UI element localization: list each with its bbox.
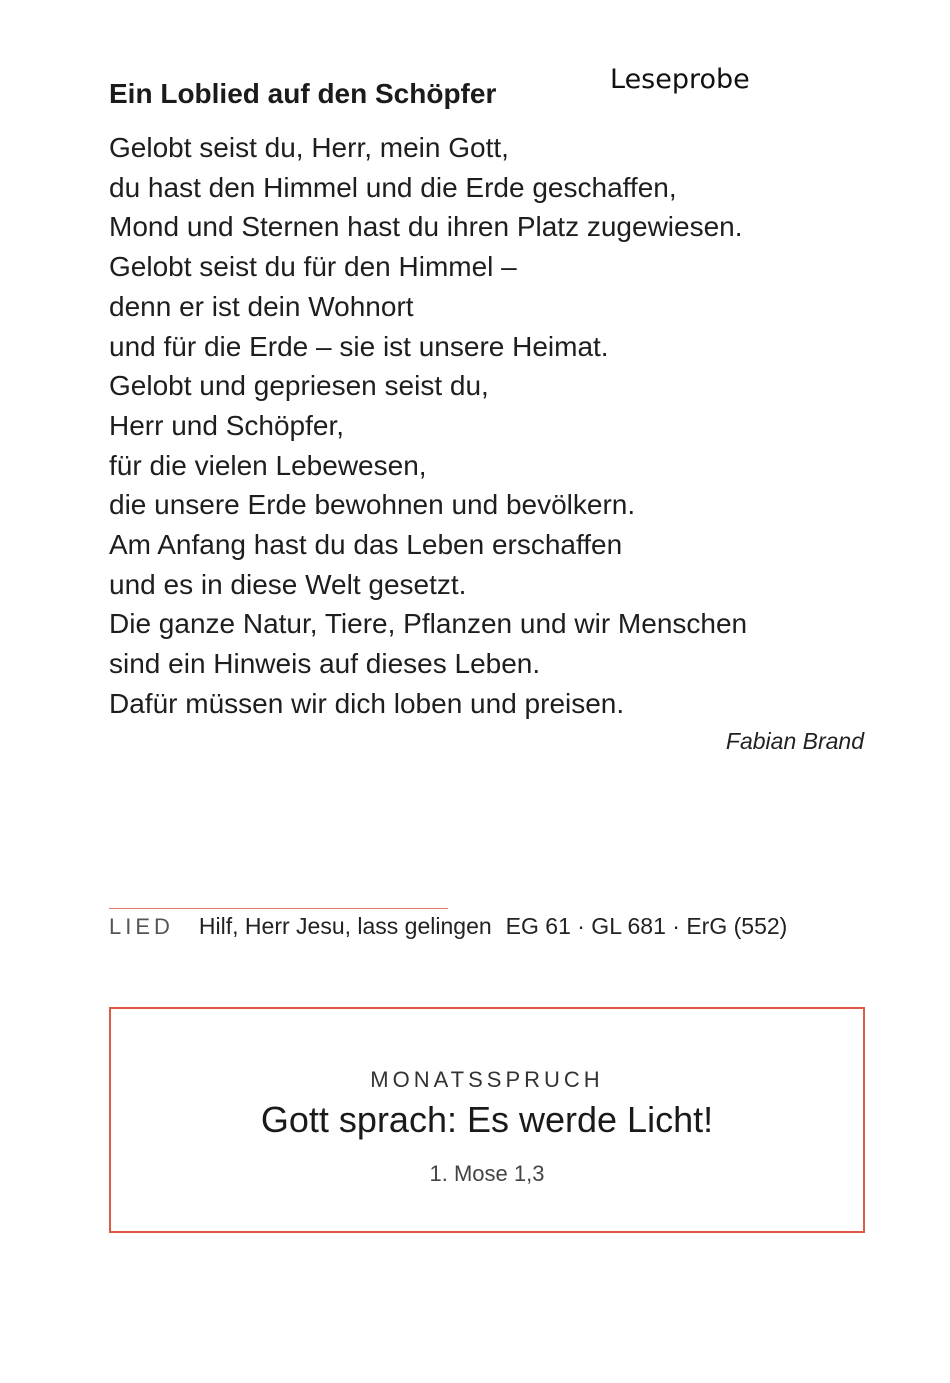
monatsspruch-box <box>109 1007 865 1233</box>
poem-title: Ein Loblied auf den Schöpfer <box>109 78 497 109</box>
lied-song-title: Hilf, Herr Jesu, lass gelingen <box>198 913 492 939</box>
poem-line: Am Anfang hast du das Leben erschaffen <box>109 529 623 561</box>
poem-line: Gelobt seist du, Herr, mein Gott, <box>109 132 509 163</box>
lied-hymnal-refs: EG 61 · GL 681 · ErG (552) <box>505 913 788 939</box>
lied-label: LIED <box>109 914 174 939</box>
poem-line: die unsere Erde bewohnen und bevölkern. <box>109 489 636 521</box>
poem-line: Die ganze Natur, Tiere, Pflanzen und wir Menschen <box>109 608 748 640</box>
monatsspruch-label: MONATSSPRUCH <box>370 1067 604 1092</box>
poem-line: Gelobt seist du für den Himmel – <box>109 251 517 283</box>
monatsspruch-quote: Gott sprach: Es werde Licht! <box>260 1099 714 1140</box>
poem-line: denn er ist dein Wohnort <box>109 290 414 322</box>
monatsspruch-reference: 1. Mose 1,3 <box>429 1161 545 1186</box>
lied-row <box>109 913 787 940</box>
watermark-leseprobe: Leseprobe <box>610 64 750 95</box>
poem-line: für die vielen Lebewesen, <box>109 449 427 481</box>
poem-line: du hast den Himmel und die Erde geschaffen, <box>109 171 677 203</box>
poem-line: und es in diese Welt gesetzt. <box>109 568 467 600</box>
poem-line: und für die Erde – sie ist unsere Heimat. <box>109 330 609 362</box>
poem-line: sind ein Hinweis auf dieses Leben. <box>109 648 541 680</box>
poem-line: Dafür müssen wir dich loben und preisen. <box>109 687 625 719</box>
poem-author: Fabian Brand <box>725 728 864 754</box>
poem-line: Gelobt und gepriesen seist du, <box>109 370 489 402</box>
section-divider <box>109 908 448 909</box>
poem-body <box>109 128 747 724</box>
poem-line: Herr und Schöpfer, <box>109 409 345 441</box>
poem-line: Mond und Sternen hast du ihren Platz zugewiesen. <box>109 211 743 243</box>
